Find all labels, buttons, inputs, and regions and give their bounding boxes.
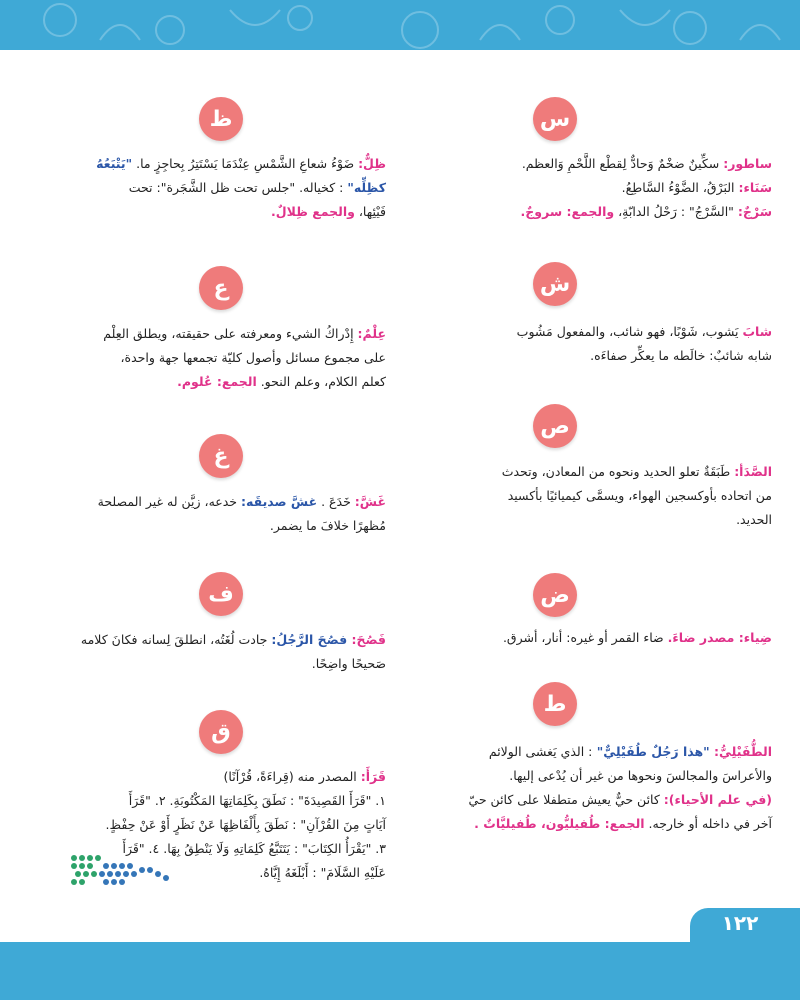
entry-line <box>62 322 386 346</box>
entry-line <box>432 176 772 200</box>
term: قَرَأَ: <box>360 769 386 784</box>
entry-line <box>432 152 772 176</box>
definition: : الذي يَغشى الولائم <box>488 744 593 759</box>
definition: ضاء القمر أو غيره: أنار، أشرق. <box>502 630 668 645</box>
definition: صَحيحًا واضِحًا. <box>311 656 386 671</box>
definition: آخر في داخله أو خارجه. <box>644 816 772 831</box>
definition: ٣. "يَقْرَأُ الكِتَابَ" : يَتَتَبَّعُ كَلِمَاتِهِ وَلَا يَنْطِقُ بِهَا. ٤. "قَرَأَ <box>122 841 386 856</box>
entry-ayn <box>62 322 386 394</box>
definition: كعلم الكلام، وعلم النحو. <box>256 374 386 389</box>
letter-badge-fa: ف <box>199 572 243 616</box>
entry-line <box>432 320 772 344</box>
definition: آيَاتٍ مِنَ القُرْآنِ" : نَطَقَ بِأَلْفَاظِهَا عَنْ نَظَرٍ أَوْ عَنْ حِفْظٍ. <box>105 817 386 832</box>
letter-badge-dad: ض <box>533 573 577 617</box>
term: ساطور: <box>723 156 772 171</box>
definition: عَلَيْهِ السَّلَامَ" : أَبْلَغَهُ إِيَّاهُ. <box>259 865 386 880</box>
entry-dad <box>432 626 772 650</box>
letter-badge-sad: ص <box>533 404 577 448</box>
entry-line <box>62 813 386 837</box>
entry-line <box>432 200 772 224</box>
entry-line <box>432 788 772 812</box>
entry-ghayn <box>62 490 386 538</box>
letter-badge-ghayn: غ <box>199 434 243 478</box>
definition: فَيْئِها، <box>354 204 386 219</box>
definition: خَدَعَ . <box>317 494 355 509</box>
decorative-pattern <box>0 0 800 50</box>
top-banner <box>0 0 800 50</box>
term: شابَ <box>742 324 772 339</box>
definition: ١. "قَرَأَ القَصِيدَةَ" : نَطَقَ بِكَلِمَاتِهَا المَكْتُوبَةِ. ٢. "قَرَأَ <box>128 793 386 808</box>
definition: طَبَقَةٌ تعلو الحديد ونحوه من المعادن، وتحدث <box>501 464 735 479</box>
entry-line <box>432 626 772 650</box>
definition: على مجموع مسائل وأصول كليّة تجمعها جهة واحدة، <box>120 350 386 365</box>
letter-badge-ayn: ع <box>199 266 243 310</box>
definition: والأعراسَ والمجالسَ ونحوها من غير أن يُدْعى إليها. <box>509 768 772 783</box>
term: (في علم الأحياء): <box>663 792 772 807</box>
definition: سكِّينٌ ضخْمٌ وَحادٌّ لِقطْع اللَّحْمِ وَالعظم. <box>521 156 724 171</box>
plural: الجمع: عُلوم. <box>177 374 257 389</box>
definition: الحديد. <box>736 512 772 527</box>
definition: "السَّرْجُ" : رَحْلُ الدابّةِ، <box>614 204 738 219</box>
entry-shin <box>432 320 772 368</box>
entry-sin <box>432 152 772 224</box>
entry-line <box>62 514 386 538</box>
term: عِلْمٌ: <box>357 326 386 341</box>
definition: ضَوْءُ شعاعِ الشَّمْسِ عِنْدَمَا يَسْتَتِرُ بِحاجِزٍ ما. <box>132 156 359 171</box>
definition: شابه شائبٌ: خالَطه ما يعكِّر صفاءَه. <box>590 348 772 363</box>
definition: مُظهرًا خلافَ ما يضمر. <box>269 518 386 533</box>
letter-badge-ta: ط <box>533 682 577 726</box>
entry-line <box>62 789 386 813</box>
letter-badge-za: ظ <box>199 97 243 141</box>
example: "يَتْبَعُهُ <box>96 156 133 171</box>
term: الطُّفَيْلِيُّ: <box>713 744 772 759</box>
definition: من اتحاده بأوكسجين الهواء، ويسمَّى كيميائيًا بأكسيد <box>507 488 772 503</box>
definition: كائن حيٌّ يعيش متطفلا على كائن حيّ <box>468 792 664 807</box>
entry-line <box>432 460 772 484</box>
entry-line <box>432 484 772 508</box>
entry-line <box>62 370 386 394</box>
example: كظِلِّه" <box>347 180 386 195</box>
entry-line <box>62 200 386 224</box>
example: فصُحَ الرَّجُلُ: <box>271 632 352 647</box>
entry-za <box>62 152 386 224</box>
entry-line <box>432 812 772 836</box>
entry-line <box>432 764 772 788</box>
letter-badge-qaf: ق <box>199 710 243 754</box>
ministry-logo <box>66 848 176 898</box>
entry-line <box>62 346 386 370</box>
plural: والجمع: سروجٌ. <box>520 204 615 219</box>
definition: يَشوب، شَوْبًا، فهو شائب، والمفعول مَشُوب <box>516 324 743 339</box>
page-number: ١٢٢ <box>721 911 759 935</box>
term-note: مصدر ضاءَ. <box>667 630 739 645</box>
definition: جادت لُغَتُه، انطلقَ لِسانه فكانَ كلامه <box>80 632 272 647</box>
entry-line <box>432 508 772 532</box>
entry-line <box>62 628 386 652</box>
definition: خدعه، زيَّن له غير المصلحة <box>97 494 241 509</box>
entry-fa <box>62 628 386 676</box>
example: "هذا رَجُلٌ طُفَيْلِيٌّ" <box>592 744 714 759</box>
entry-line <box>432 740 772 764</box>
definition: المصدر منه (قِراءَةً، قُرْآنًا) <box>223 769 361 784</box>
entry-line <box>62 765 386 789</box>
definition: : كخياله. "جلس تحت ظل الشَّجَرة": تحت <box>128 180 348 195</box>
entry-line <box>62 652 386 676</box>
term: الصَّدَأ: <box>734 464 772 479</box>
entry-line <box>62 490 386 514</box>
term: سَنَاء: <box>738 180 772 195</box>
term: غَشَّ: <box>354 494 386 509</box>
term: سَرْجٌ: <box>737 204 772 219</box>
example: غشَّ صديقَه: <box>241 494 318 509</box>
letter-badge-sin: س <box>533 97 577 141</box>
term: ظِلٌّ: <box>358 156 386 171</box>
entry-line <box>62 152 386 176</box>
letter-badge-shin: ش <box>533 262 577 306</box>
entry-ta <box>432 740 772 836</box>
definition: إِدْراكُ الشيء ومعرفته على حقيقته، ويطلق العِلْم <box>103 326 358 341</box>
bottom-banner <box>0 942 800 1000</box>
term: ضِياء: <box>738 630 772 645</box>
plural: الجمع: طُفيليُّون، طُفيليَّاتٌ . <box>474 816 645 831</box>
entry-sad <box>432 460 772 532</box>
entry-line <box>62 176 386 200</box>
entry-line <box>432 344 772 368</box>
plural: والجمع ظِلالٌ. <box>271 204 355 219</box>
term: فَصُحَ: <box>351 632 386 647</box>
definition: البَرْقُ، الضَّوْءُ السَّاطِعُ. <box>621 180 739 195</box>
